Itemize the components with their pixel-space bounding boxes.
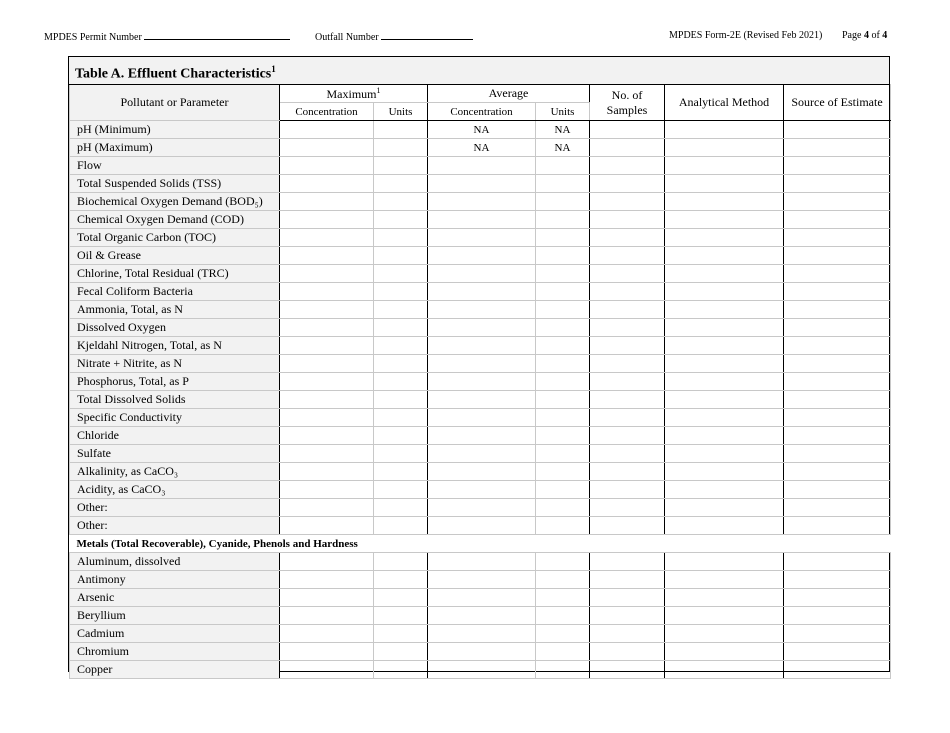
method-cell[interactable]	[665, 265, 784, 283]
max-units-cell[interactable]	[374, 193, 428, 211]
max-concentration-cell[interactable]	[280, 391, 374, 409]
method-cell[interactable]	[665, 589, 784, 607]
table-row	[70, 625, 891, 643]
source-cell[interactable]	[784, 157, 891, 175]
max-units-cell[interactable]	[374, 247, 428, 265]
parameter-name: Sulfate	[70, 445, 280, 463]
max-units-cell[interactable]	[374, 643, 428, 661]
max-concentration-cell[interactable]	[280, 355, 374, 373]
avg-concentration-cell[interactable]	[428, 193, 536, 211]
source-cell[interactable]	[784, 121, 891, 139]
method-cell[interactable]	[665, 193, 784, 211]
max-units-cell[interactable]	[374, 391, 428, 409]
avg-units-cell[interactable]: NA	[536, 121, 590, 139]
avg-concentration-cell[interactable]	[428, 391, 536, 409]
samples-cell[interactable]	[590, 193, 665, 211]
parameter-name: Arsenic	[70, 589, 280, 607]
col-header-method: Analytical Method	[665, 85, 784, 121]
samples-cell[interactable]	[590, 139, 665, 157]
max-units-cell[interactable]	[374, 571, 428, 589]
parameter-name: Kjeldahl Nitrogen, Total, as N	[70, 337, 280, 355]
avg-concentration-cell[interactable]	[428, 247, 536, 265]
col-header-parameter: Pollutant or Parameter	[70, 85, 280, 121]
avg-concentration-cell[interactable]	[428, 625, 536, 643]
max-units-cell[interactable]	[374, 139, 428, 157]
table-row	[70, 265, 891, 283]
avg-units-cell[interactable]	[536, 589, 590, 607]
max-concentration-cell[interactable]	[280, 121, 374, 139]
samples-cell[interactable]	[590, 391, 665, 409]
max-concentration-cell[interactable]	[280, 265, 374, 283]
max-concentration-cell[interactable]	[280, 247, 374, 265]
max-concentration-cell[interactable]	[280, 427, 374, 445]
samples-cell[interactable]	[590, 283, 665, 301]
source-cell[interactable]	[784, 319, 891, 337]
outfall-number-label	[315, 30, 473, 43]
max-units-cell[interactable]	[374, 175, 428, 193]
max-units-cell[interactable]	[374, 553, 428, 571]
max-units-cell[interactable]	[374, 301, 428, 319]
col-header-source: Source of Estimate	[784, 85, 891, 121]
avg-units-cell[interactable]	[536, 661, 590, 679]
avg-concentration-cell[interactable]	[428, 589, 536, 607]
table-row	[70, 481, 891, 499]
max-units-cell[interactable]	[374, 355, 428, 373]
page-indicator: Page 4 of 4	[842, 30, 888, 41]
method-cell[interactable]	[665, 427, 784, 445]
parameter-name: Dissolved Oxygen	[70, 319, 280, 337]
source-cell[interactable]	[784, 589, 891, 607]
col-header-maximum: Maximum$^1$	[280, 85, 428, 103]
method-cell[interactable]	[665, 121, 784, 139]
max-concentration-cell[interactable]	[280, 499, 374, 517]
avg-concentration-cell[interactable]	[428, 283, 536, 301]
avg-units-cell[interactable]	[536, 481, 590, 499]
method-cell[interactable]	[665, 445, 784, 463]
method-cell[interactable]	[665, 643, 784, 661]
source-cell[interactable]	[784, 355, 891, 373]
avg-units-cell[interactable]: NA	[536, 139, 590, 157]
table-row	[70, 391, 891, 409]
source-cell[interactable]	[784, 625, 891, 643]
source-cell[interactable]	[784, 175, 891, 193]
samples-cell[interactable]	[590, 121, 665, 139]
avg-units-cell[interactable]	[536, 463, 590, 481]
avg-units-cell[interactable]	[536, 607, 590, 625]
avg-concentration-cell[interactable]	[428, 229, 536, 247]
avg-units-cell[interactable]	[536, 229, 590, 247]
avg-concentration-cell[interactable]	[428, 373, 536, 391]
parameter-name: Specific Conductivity	[70, 409, 280, 427]
method-cell[interactable]	[665, 571, 784, 589]
max-units-cell[interactable]	[374, 283, 428, 301]
samples-cell[interactable]	[590, 589, 665, 607]
avg-units-cell[interactable]	[536, 337, 590, 355]
parameter-name: Aluminum, dissolved	[70, 553, 280, 571]
avg-units-cell[interactable]	[536, 265, 590, 283]
max-concentration-cell[interactable]	[280, 193, 374, 211]
method-cell[interactable]	[665, 229, 784, 247]
parameter-name: Cadmium	[70, 625, 280, 643]
avg-concentration-cell[interactable]	[428, 319, 536, 337]
max-units-cell[interactable]	[374, 625, 428, 643]
parameter-name: Fecal Coliform Bacteria	[70, 283, 280, 301]
max-concentration-cell[interactable]	[280, 589, 374, 607]
max-concentration-cell[interactable]	[280, 553, 374, 571]
avg-units-cell[interactable]	[536, 553, 590, 571]
avg-units-cell[interactable]	[536, 157, 590, 175]
avg-concentration-cell[interactable]	[428, 571, 536, 589]
max-units-cell[interactable]	[374, 427, 428, 445]
max-units-cell[interactable]	[374, 481, 428, 499]
max-concentration-cell[interactable]	[280, 139, 374, 157]
samples-cell[interactable]	[590, 625, 665, 643]
table-row	[70, 499, 891, 517]
table-row	[70, 463, 891, 481]
metals-section-heading: Metals (Total Recoverable), Cyanide, Phenols and Hardness	[70, 535, 891, 553]
max-units-cell[interactable]	[374, 499, 428, 517]
avg-concentration-cell[interactable]	[428, 517, 536, 535]
table-row	[70, 589, 891, 607]
max-concentration-cell[interactable]	[280, 373, 374, 391]
max-concentration-cell[interactable]	[280, 625, 374, 643]
method-cell[interactable]	[665, 553, 784, 571]
avg-units-cell[interactable]	[536, 319, 590, 337]
samples-cell[interactable]	[590, 517, 665, 535]
parameter-name: Chloride	[70, 427, 280, 445]
avg-concentration-cell[interactable]: NA	[428, 121, 536, 139]
parameter-name: Other:	[70, 499, 280, 517]
outfall-number-text: Outfall Number	[315, 32, 379, 43]
table-row	[70, 121, 891, 139]
method-cell[interactable]	[665, 337, 784, 355]
avg-units-cell[interactable]	[536, 175, 590, 193]
parameter-name: Total Organic Carbon (TOC)	[70, 229, 280, 247]
avg-concentration-cell[interactable]	[428, 409, 536, 427]
max-concentration-cell[interactable]	[280, 229, 374, 247]
parameter-name: Ammonia, Total, as N	[70, 301, 280, 319]
table-row	[70, 355, 891, 373]
source-cell[interactable]	[784, 643, 891, 661]
avg-concentration-cell[interactable]	[428, 175, 536, 193]
parameter-name: Antimony	[70, 571, 280, 589]
effluent-table-frame	[68, 56, 890, 676]
samples-cell[interactable]	[590, 427, 665, 445]
max-units-cell[interactable]	[374, 463, 428, 481]
source-cell[interactable]	[784, 445, 891, 463]
parameter-name: Copper	[70, 661, 280, 679]
method-cell[interactable]	[665, 391, 784, 409]
max-units-cell[interactable]	[374, 319, 428, 337]
method-cell[interactable]	[665, 625, 784, 643]
max-concentration-cell[interactable]	[280, 643, 374, 661]
source-cell[interactable]	[784, 265, 891, 283]
max-units-cell[interactable]	[374, 409, 428, 427]
avg-units-cell[interactable]	[536, 301, 590, 319]
samples-cell[interactable]	[590, 409, 665, 427]
max-units-cell[interactable]	[374, 445, 428, 463]
avg-units-cell[interactable]	[536, 283, 590, 301]
samples-cell[interactable]	[590, 481, 665, 499]
samples-cell[interactable]	[590, 211, 665, 229]
avg-concentration-cell[interactable]	[428, 427, 536, 445]
samples-cell[interactable]	[590, 337, 665, 355]
method-cell[interactable]	[665, 517, 784, 535]
parameter-name: Acidity, as CaCO₃	[70, 481, 280, 499]
avg-concentration-cell[interactable]	[428, 265, 536, 283]
avg-concentration-cell[interactable]	[428, 553, 536, 571]
page-current: 4	[863, 30, 869, 41]
parameter-name: pH (Minimum)	[70, 121, 280, 139]
max-concentration-cell[interactable]	[280, 445, 374, 463]
source-cell[interactable]	[784, 391, 891, 409]
avg-concentration-cell[interactable]	[428, 211, 536, 229]
col-header-avg-concentration: Concentration	[428, 103, 536, 121]
max-concentration-cell[interactable]	[280, 409, 374, 427]
samples-cell[interactable]	[590, 157, 665, 175]
avg-concentration-cell[interactable]	[428, 301, 536, 319]
avg-units-cell[interactable]	[536, 391, 590, 409]
parameter-name: pH (Maximum)	[70, 139, 280, 157]
title-footnote: 1	[271, 64, 276, 74]
samples-cell[interactable]	[590, 229, 665, 247]
source-cell[interactable]	[784, 427, 891, 445]
method-cell[interactable]	[665, 319, 784, 337]
avg-concentration-cell[interactable]	[428, 337, 536, 355]
table-row	[70, 229, 891, 247]
method-cell[interactable]	[665, 139, 784, 157]
source-cell[interactable]	[784, 607, 891, 625]
max-concentration-cell[interactable]	[280, 607, 374, 625]
avg-units-cell[interactable]	[536, 355, 590, 373]
avg-concentration-cell[interactable]	[428, 481, 536, 499]
max-concentration-cell[interactable]	[280, 463, 374, 481]
col-header-max-concentration: Concentration	[280, 103, 374, 121]
method-cell[interactable]	[665, 661, 784, 679]
avg-units-cell[interactable]	[536, 571, 590, 589]
samples-cell[interactable]	[590, 373, 665, 391]
parameter-name: Nitrate + Nitrite, as N	[70, 355, 280, 373]
page-total: 4	[882, 30, 888, 41]
table-row	[70, 337, 891, 355]
source-cell[interactable]	[784, 517, 891, 535]
samples-cell[interactable]	[590, 355, 665, 373]
col-header-max-units: Units	[374, 103, 428, 121]
table-row	[70, 643, 891, 661]
table-row	[70, 607, 891, 625]
method-cell[interactable]	[665, 607, 784, 625]
samples-cell[interactable]	[590, 463, 665, 481]
samples-cell[interactable]	[590, 247, 665, 265]
max-concentration-cell[interactable]	[280, 337, 374, 355]
samples-cell[interactable]	[590, 301, 665, 319]
parameter-name: Total Dissolved Solids	[70, 391, 280, 409]
avg-units-cell[interactable]	[536, 193, 590, 211]
max-units-cell[interactable]	[374, 265, 428, 283]
table-row	[70, 661, 891, 679]
source-cell[interactable]	[784, 337, 891, 355]
parameter-name: Flow	[70, 157, 280, 175]
source-cell[interactable]	[784, 481, 891, 499]
max-concentration-cell[interactable]	[280, 319, 374, 337]
method-cell[interactable]	[665, 301, 784, 319]
avg-units-cell[interactable]	[536, 373, 590, 391]
max-concentration-cell[interactable]	[280, 481, 374, 499]
parameter-name: Phosphorus, Total, as P	[70, 373, 280, 391]
avg-concentration-cell[interactable]	[428, 157, 536, 175]
parameter-name: Biochemical Oxygen Demand (BOD₅)	[70, 193, 280, 211]
max-units-cell[interactable]	[374, 211, 428, 229]
avg-units-cell[interactable]	[536, 409, 590, 427]
table-row	[70, 319, 891, 337]
table-row	[70, 211, 891, 229]
source-cell[interactable]	[784, 409, 891, 427]
samples-cell[interactable]	[590, 175, 665, 193]
method-cell[interactable]	[665, 157, 784, 175]
parameter-name: Total Suspended Solids (TSS)	[70, 175, 280, 193]
table-row	[70, 283, 891, 301]
table-row	[70, 571, 891, 589]
permit-number-field[interactable]	[144, 30, 290, 40]
source-cell[interactable]	[784, 553, 891, 571]
avg-concentration-cell[interactable]	[428, 445, 536, 463]
samples-cell[interactable]	[590, 445, 665, 463]
method-cell[interactable]	[665, 247, 784, 265]
avg-units-cell[interactable]	[536, 517, 590, 535]
table-row	[70, 409, 891, 427]
avg-units-cell[interactable]	[536, 427, 590, 445]
avg-units-cell[interactable]	[536, 445, 590, 463]
source-cell[interactable]	[784, 301, 891, 319]
table-title: Table A. Effluent Characteristics$^1$	[69, 57, 889, 85]
source-cell[interactable]	[784, 229, 891, 247]
table-row	[70, 193, 891, 211]
max-concentration-cell[interactable]	[280, 283, 374, 301]
source-cell[interactable]	[784, 463, 891, 481]
parameter-name: Chlorine, Total Residual (TRC)	[70, 265, 280, 283]
max-concentration-cell[interactable]	[280, 301, 374, 319]
max-units-cell[interactable]	[374, 337, 428, 355]
source-cell[interactable]	[784, 283, 891, 301]
outfall-number-field[interactable]	[381, 30, 473, 40]
max-units-cell[interactable]	[374, 589, 428, 607]
samples-cell[interactable]	[590, 499, 665, 517]
method-cell[interactable]	[665, 463, 784, 481]
form-id: MPDES Form-2E (Revised Feb 2021)	[669, 30, 823, 41]
source-cell[interactable]	[784, 193, 891, 211]
permit-number-text: MPDES Permit Number	[44, 32, 142, 43]
method-cell[interactable]	[665, 283, 784, 301]
max-units-cell[interactable]	[374, 157, 428, 175]
method-cell[interactable]	[665, 409, 784, 427]
avg-concentration-cell[interactable]	[428, 643, 536, 661]
max-concentration-cell[interactable]	[280, 517, 374, 535]
table-row	[70, 175, 891, 193]
source-cell[interactable]	[784, 571, 891, 589]
parameter-name: Chromium	[70, 643, 280, 661]
max-units-cell[interactable]	[374, 121, 428, 139]
max-units-cell[interactable]	[374, 373, 428, 391]
avg-units-cell[interactable]	[536, 625, 590, 643]
max-units-cell[interactable]	[374, 661, 428, 679]
method-cell[interactable]	[665, 355, 784, 373]
source-cell[interactable]	[784, 373, 891, 391]
max-concentration-cell[interactable]	[280, 571, 374, 589]
avg-concentration-cell[interactable]	[428, 499, 536, 517]
max-concentration-cell[interactable]	[280, 211, 374, 229]
source-cell[interactable]	[784, 211, 891, 229]
avg-concentration-cell[interactable]	[428, 607, 536, 625]
max-units-cell[interactable]	[374, 517, 428, 535]
table-row	[70, 553, 891, 571]
method-cell[interactable]	[665, 481, 784, 499]
max-units-cell[interactable]	[374, 229, 428, 247]
table-row	[70, 247, 891, 265]
samples-cell[interactable]	[590, 661, 665, 679]
permit-number-label	[44, 30, 290, 43]
method-cell[interactable]	[665, 175, 784, 193]
col-header-avg-units: Units	[536, 103, 590, 121]
max-concentration-cell[interactable]	[280, 661, 374, 679]
metals-section-row	[70, 535, 891, 553]
samples-cell[interactable]	[590, 265, 665, 283]
col-header-samples: No. of Samples	[590, 85, 665, 121]
avg-units-cell[interactable]	[536, 499, 590, 517]
source-cell[interactable]	[784, 247, 891, 265]
method-cell[interactable]	[665, 373, 784, 391]
avg-units-cell[interactable]	[536, 643, 590, 661]
avg-concentration-cell[interactable]	[428, 355, 536, 373]
table-row	[70, 445, 891, 463]
samples-cell[interactable]	[590, 643, 665, 661]
max-concentration-cell[interactable]	[280, 157, 374, 175]
avg-concentration-cell[interactable]	[428, 661, 536, 679]
max-units-cell[interactable]	[374, 607, 428, 625]
parameter-name: Oil & Grease	[70, 247, 280, 265]
method-cell[interactable]	[665, 211, 784, 229]
avg-units-cell[interactable]	[536, 247, 590, 265]
source-cell[interactable]	[784, 661, 891, 679]
samples-cell[interactable]	[590, 607, 665, 625]
source-cell[interactable]	[784, 139, 891, 157]
parameter-name: Alkalinity, as CaCO₃	[70, 463, 280, 481]
avg-concentration-cell[interactable]	[428, 463, 536, 481]
max-concentration-cell[interactable]	[280, 175, 374, 193]
parameter-name: Other:	[70, 517, 280, 535]
table-row	[70, 157, 891, 175]
table-row	[70, 427, 891, 445]
avg-concentration-cell[interactable]: NA	[428, 139, 536, 157]
table-row	[70, 139, 891, 157]
avg-units-cell[interactable]	[536, 211, 590, 229]
table-row	[70, 373, 891, 391]
parameter-name: Beryllium	[70, 607, 280, 625]
parameter-name: Chemical Oxygen Demand (COD)	[70, 211, 280, 229]
method-cell[interactable]	[665, 499, 784, 517]
col-header-average: Average	[428, 85, 590, 103]
samples-cell[interactable]	[590, 319, 665, 337]
samples-cell[interactable]	[590, 571, 665, 589]
table-row	[70, 301, 891, 319]
table-row	[70, 517, 891, 535]
source-cell[interactable]	[784, 499, 891, 517]
effluent-table	[69, 84, 891, 679]
samples-cell[interactable]	[590, 553, 665, 571]
